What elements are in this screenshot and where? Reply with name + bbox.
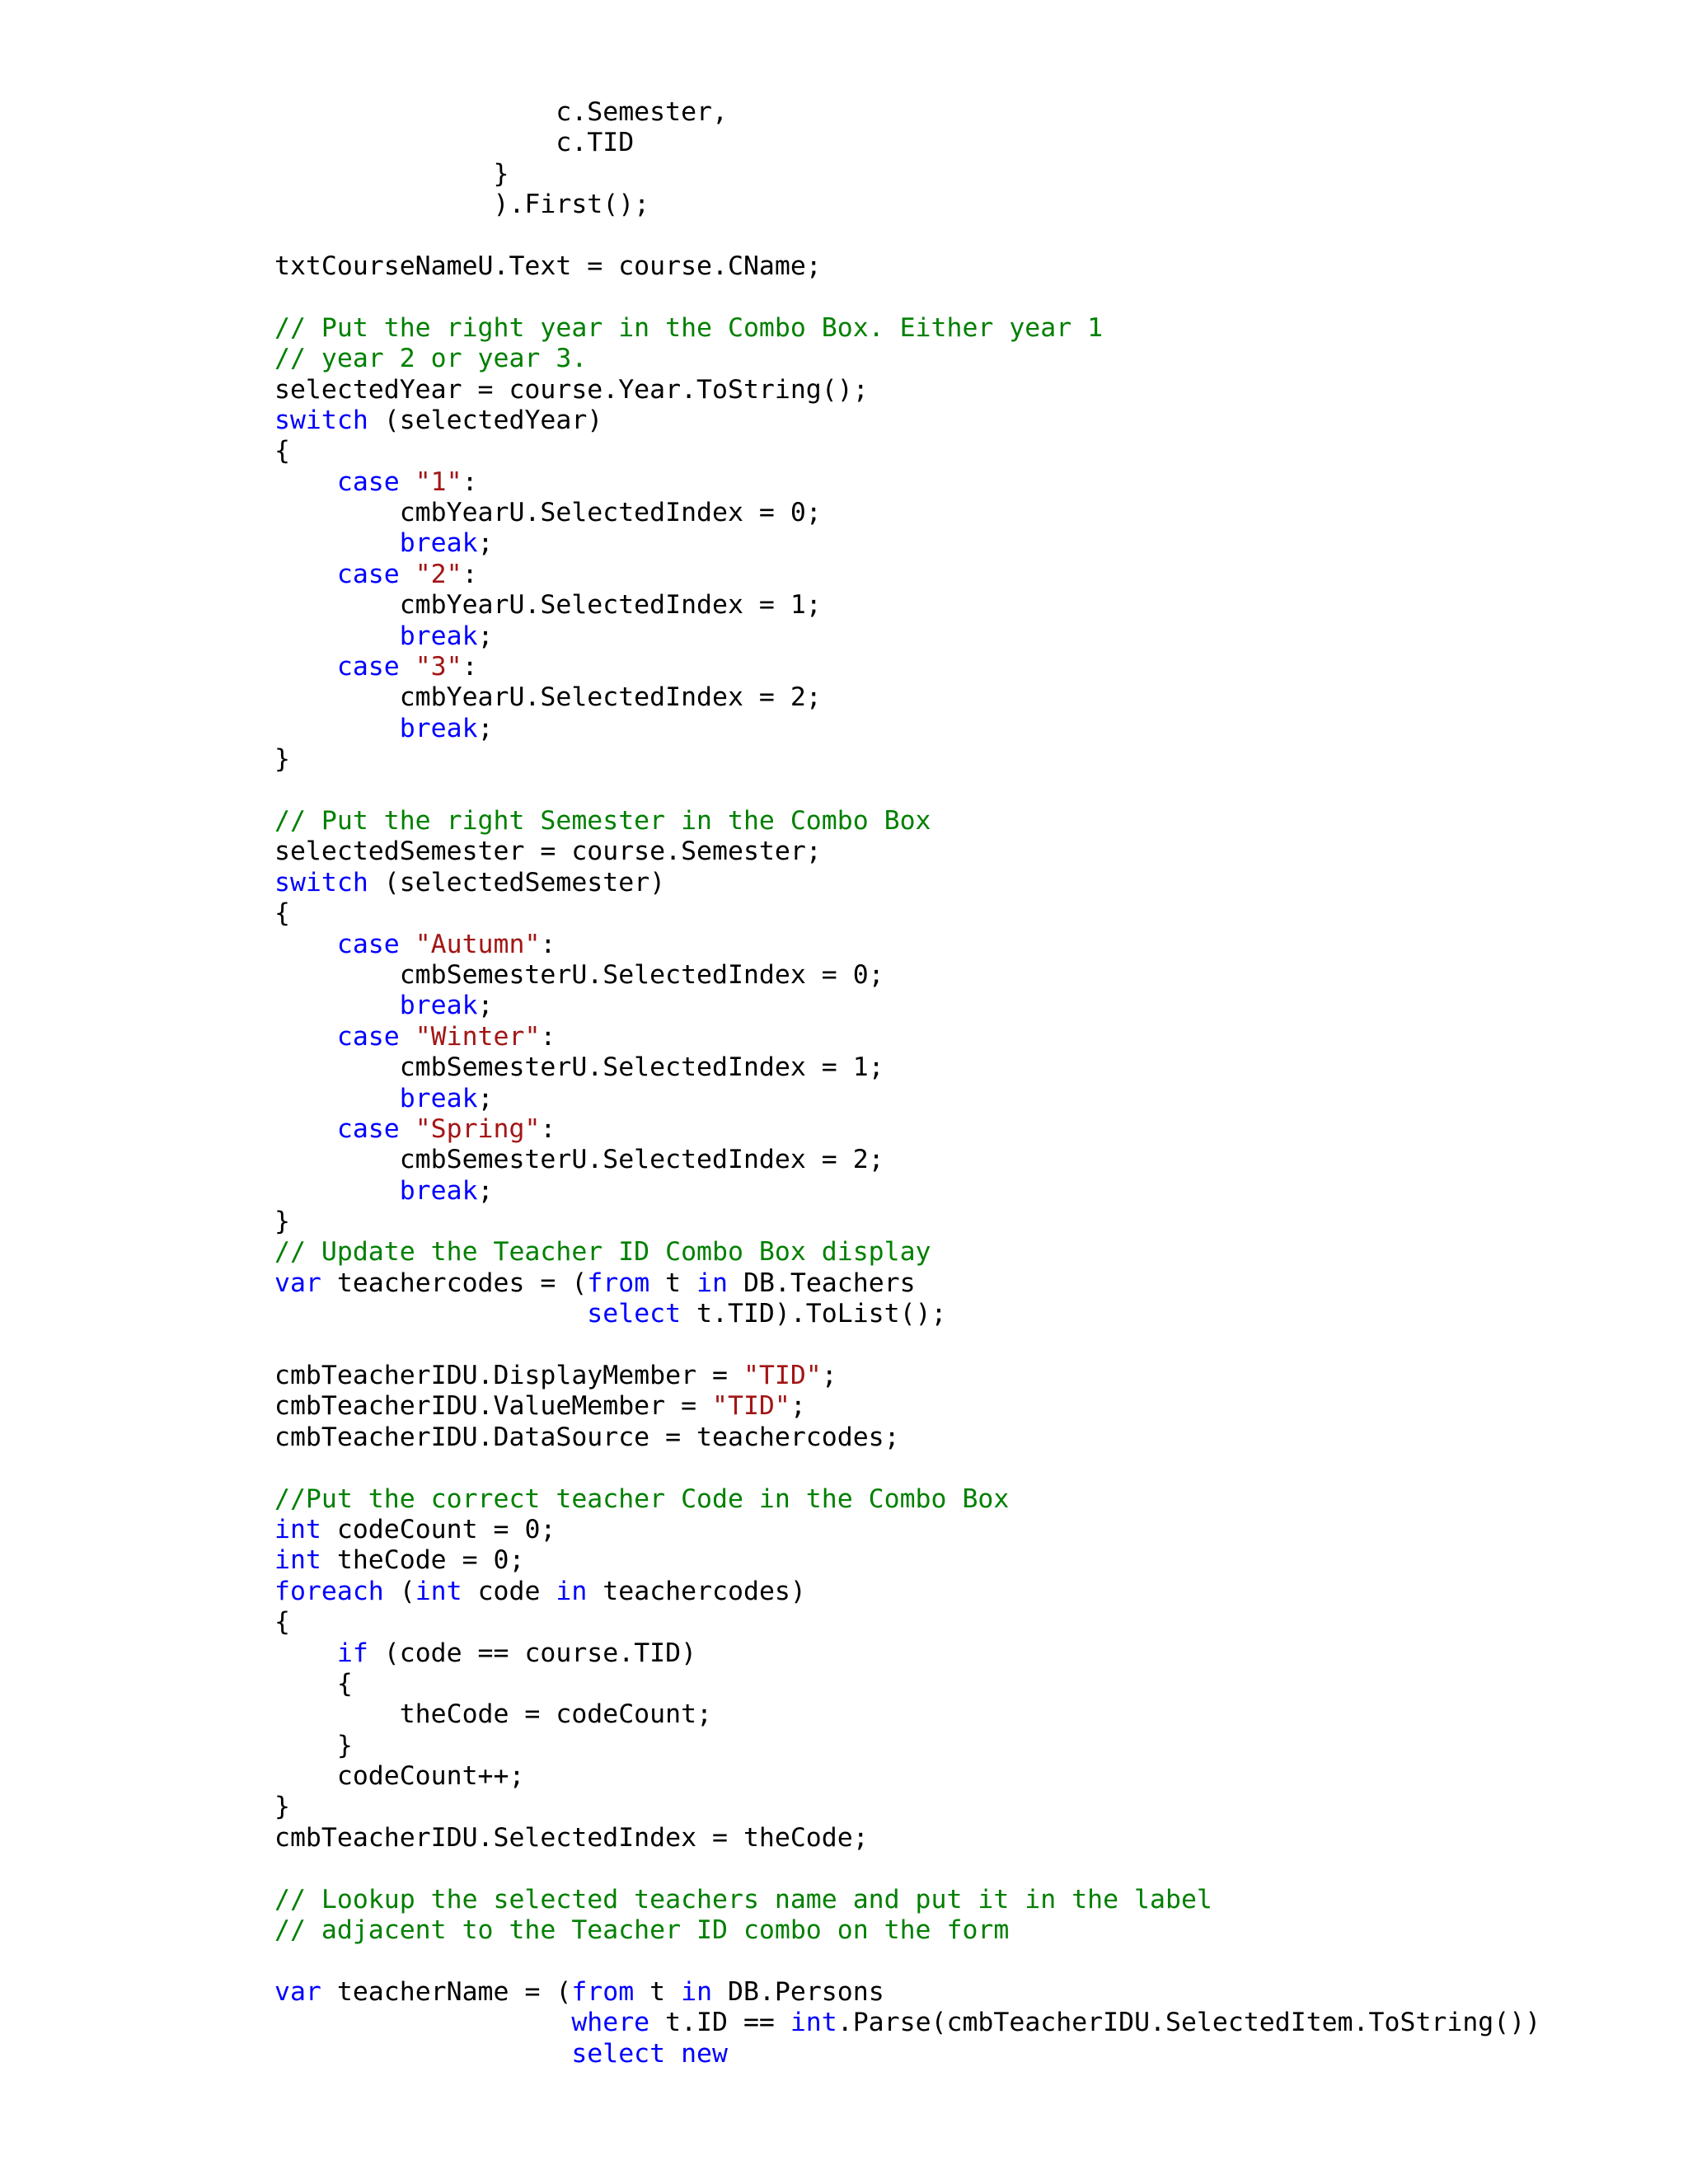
code-token-keyword: var (274, 1268, 321, 1298)
code-line (274, 1145, 1540, 1175)
code-token-plain (274, 991, 400, 1020)
code-line (274, 282, 1540, 312)
code-token-plain (274, 1114, 337, 1144)
code-line (274, 375, 1540, 405)
code-line (274, 776, 1540, 806)
code-token-plain (400, 930, 415, 959)
code-token-plain: t (649, 1268, 697, 1298)
code-line (274, 1052, 1540, 1083)
code-token-plain (274, 1299, 587, 1329)
code-line (274, 1761, 1540, 1792)
code-token-plain (400, 652, 415, 682)
code-line (274, 1237, 1540, 1268)
code-token-plain: c.TID (274, 128, 635, 158)
code-token-plain: ; (477, 991, 494, 1021)
code-token-string: "1" (415, 466, 462, 497)
code-token-keyword: in (681, 1976, 713, 2007)
code-token-plain (274, 1638, 337, 1668)
code-line (274, 436, 1540, 466)
code-token-plain: cmbSemesterU.SelectedIndex = 0; (274, 959, 884, 990)
code-line (274, 1638, 1540, 1669)
code-token-plain: cmbYearU.SelectedIndex = 2; (274, 682, 822, 713)
code-token-plain (274, 560, 337, 589)
code-token-plain: theCode = 0; (321, 1545, 525, 1576)
code-line (274, 1361, 1540, 1391)
code-token-plain: ; (477, 713, 494, 743)
code-line (274, 1484, 1540, 1515)
code-line (274, 1299, 1540, 1329)
code-token-plain: ; (790, 1391, 806, 1422)
code-line (274, 1084, 1540, 1114)
code-token-plain: code (462, 1576, 556, 1606)
code-token-plain: ( (383, 1576, 415, 1606)
code-token-plain: selectedSemester = course.Semester; (274, 837, 822, 867)
code-token-comment: //Put the correct teacher Code in the Combo Box (274, 1483, 1010, 1514)
code-line (274, 1977, 1540, 2008)
code-token-keyword: int (790, 2008, 837, 2038)
code-token-plain: ; (477, 1083, 494, 1113)
code-line (274, 590, 1540, 621)
code-token-string: "Winter" (415, 1021, 541, 1052)
code-token-plain (274, 2039, 571, 2069)
code-token-plain: (code == course.TID) (368, 1638, 697, 1668)
code-line (274, 991, 1540, 1021)
code-token-keyword: case (336, 1021, 400, 1052)
code-line (274, 898, 1540, 929)
code-token-keyword: break (399, 1175, 478, 1206)
code-line (274, 1885, 1540, 1915)
code-line (274, 1792, 1540, 1822)
code-line (274, 1823, 1540, 1854)
code-line (274, 1854, 1540, 1884)
code-token-comment: // year 2 or year 3. (274, 344, 588, 374)
code-token-keyword: from (571, 1976, 635, 2007)
code-token-keyword: switch (274, 405, 368, 435)
code-token-keyword: int (274, 1545, 321, 1576)
code-line (274, 467, 1540, 498)
code-token-plain: (selectedSemester) (368, 867, 666, 898)
code-token-plain: cmbTeacherIDU.SelectedIndex = theCode; (274, 1822, 869, 1853)
code-token-plain: txtCourseNameU.Text = course.CName; (274, 251, 822, 281)
code-line (274, 1176, 1540, 1207)
code-token-plain: : (540, 1113, 556, 1144)
code-token-keyword: case (336, 652, 400, 682)
code-token-plain: ; (477, 528, 494, 559)
code-line (274, 621, 1540, 652)
code-token-plain (274, 1084, 400, 1113)
code-token-keyword: break (399, 621, 478, 651)
code-line (274, 2039, 1540, 2069)
code-token-plain: cmbTeacherIDU.DisplayMember = (274, 1361, 743, 1391)
code-token-keyword: if (336, 1638, 368, 1668)
code-token-plain (274, 652, 337, 682)
code-token-plain (665, 2039, 681, 2069)
code-token-keyword: from (587, 1268, 650, 1298)
code-token-plain: cmbYearU.SelectedIndex = 0; (274, 498, 822, 528)
code-token-keyword: int (274, 1514, 321, 1544)
code-token-plain: { (274, 436, 290, 466)
code-token-plain: ; (477, 621, 494, 651)
code-token-plain (274, 528, 400, 558)
code-token-keyword: new (681, 2038, 728, 2069)
code-line (274, 159, 1540, 190)
code-line (274, 1577, 1540, 1607)
code-token-keyword: select (587, 1299, 682, 1329)
code-line (274, 1268, 1540, 1299)
code-token-plain (274, 930, 337, 959)
code-line (274, 1330, 1540, 1361)
code-token-plain: .Parse(cmbTeacherIDU.SelectedItem.ToString()) (837, 2008, 1541, 2038)
code-token-comment: // Update the Teacher ID Combo Box display (274, 1237, 931, 1268)
code-token-keyword: foreach (274, 1576, 384, 1606)
code-token-plain (274, 1022, 337, 1052)
code-line (274, 1391, 1540, 1422)
code-token-plain (400, 1022, 415, 1052)
code-line (274, 528, 1540, 559)
code-token-plain: teachercodes = ( (321, 1268, 588, 1298)
code-token-plain: t (634, 1976, 682, 2007)
code-token-keyword: case (336, 466, 400, 497)
code-line (274, 405, 1540, 436)
code-token-plain (274, 1176, 400, 1206)
code-line (274, 313, 1540, 344)
code-token-string: "TID" (712, 1391, 790, 1422)
code-token-string: "3" (415, 652, 462, 682)
code-token-plain: } (274, 1730, 353, 1760)
code-token-comment: // adjacent to the Teacher ID combo on the form (274, 1915, 1010, 1946)
code-token-keyword: break (399, 713, 478, 743)
code-line (274, 251, 1540, 282)
code-token-plain: theCode = codeCount; (274, 1699, 713, 1730)
code-token-plain: codeCount = 0; (321, 1514, 556, 1544)
code-token-plain: teacherName = ( (321, 1976, 572, 2007)
code-token-plain: : (540, 929, 556, 959)
code-line (274, 344, 1540, 374)
code-line (274, 1731, 1540, 1761)
code-token-plain: t.ID == (649, 2008, 790, 2038)
code-token-plain: ).First(); (274, 190, 650, 220)
code-line (274, 1946, 1540, 1976)
code-token-plain (400, 1114, 415, 1144)
code-token-plain: (selectedYear) (368, 405, 603, 435)
code-token-plain: : (462, 466, 478, 497)
code-line (274, 744, 1540, 775)
code-line (274, 1699, 1540, 1730)
code-token-keyword: where (571, 2008, 650, 2038)
code-token-plain: } (274, 1207, 290, 1237)
code-token-plain: : (462, 559, 478, 589)
code-token-string: "Autumn" (415, 929, 541, 959)
code-token-plain: cmbSemesterU.SelectedIndex = 2; (274, 1145, 884, 1175)
code-token-plain: teachercodes) (587, 1576, 806, 1606)
code-token-keyword: break (399, 991, 478, 1021)
code-token-plain: cmbYearU.SelectedIndex = 1; (274, 590, 822, 621)
code-token-plain: DB.Persons (712, 1976, 884, 2007)
code-token-keyword: case (336, 559, 400, 589)
code-line (274, 1607, 1540, 1638)
code-token-plain: codeCount++; (274, 1761, 525, 1792)
code-token-keyword: select (571, 2038, 666, 2069)
code-token-plain (400, 560, 415, 589)
code-token-comment: // Lookup the selected teachers name and put it in the label (274, 1884, 1212, 1915)
code-token-plain: cmbSemesterU.SelectedIndex = 1; (274, 1052, 884, 1083)
code-token-plain (274, 714, 400, 743)
code-line (274, 1515, 1540, 1545)
code-line (274, 128, 1540, 158)
code-token-comment: // Put the right year in the Combo Box. Either year 1 (274, 312, 1104, 343)
code-token-keyword: case (336, 929, 400, 959)
code-token-plain: ; (477, 1175, 494, 1206)
code-line (274, 190, 1540, 220)
code-line (274, 221, 1540, 251)
code-token-keyword: break (399, 1083, 478, 1113)
code-token-plain: } (274, 744, 290, 775)
code-token-plain (274, 467, 337, 497)
code-token-keyword: in (696, 1268, 729, 1298)
code-token-keyword: break (399, 528, 478, 559)
code-token-keyword: switch (274, 867, 368, 898)
code-token-plain: } (274, 1792, 290, 1822)
code-token-string: "Spring" (415, 1113, 541, 1144)
code-line (274, 1453, 1540, 1483)
code-line (274, 837, 1540, 867)
code-token-string: "TID" (743, 1361, 822, 1391)
code-token-plain: selectedYear = course.Year.ToString(); (274, 374, 869, 405)
code-listing (274, 97, 1540, 2069)
code-token-string: "2" (415, 559, 462, 589)
code-line (274, 1915, 1540, 1946)
code-token-plain: { (274, 1668, 353, 1699)
code-line (274, 560, 1540, 590)
code-token-keyword: var (274, 1976, 321, 2007)
code-token-plain: DB.Teachers (728, 1268, 916, 1298)
code-token-plain: : (462, 652, 478, 682)
code-line (274, 714, 1540, 744)
code-line (274, 1422, 1540, 1453)
code-token-plain: t.TID).ToList(); (681, 1299, 947, 1329)
code-line (274, 652, 1540, 682)
code-line (274, 930, 1540, 960)
code-line (274, 868, 1540, 898)
code-token-plain: c.Semester, (274, 97, 728, 127)
code-line (274, 2008, 1540, 2038)
code-line (274, 498, 1540, 528)
code-line (274, 97, 1540, 128)
code-token-keyword: case (336, 1113, 400, 1144)
code-token-plain: : (540, 1021, 556, 1052)
code-token-keyword: in (556, 1576, 588, 1606)
code-token-plain (400, 467, 415, 497)
code-line (274, 1669, 1540, 1699)
code-line (274, 1207, 1540, 1237)
code-token-plain: cmbTeacherIDU.ValueMember = (274, 1391, 713, 1422)
code-line (274, 1022, 1540, 1052)
code-line (274, 806, 1540, 837)
code-line (274, 682, 1540, 713)
code-token-comment: // Put the right Semester in the Combo Box (274, 805, 931, 836)
code-token-plain: } (274, 158, 509, 189)
code-token-plain: ; (821, 1361, 837, 1391)
code-token-plain: { (274, 1607, 290, 1638)
code-line (274, 1545, 1540, 1576)
code-token-plain (274, 2008, 571, 2037)
code-line (274, 1114, 1540, 1145)
code-token-keyword: int (415, 1576, 462, 1606)
code-token-plain: { (274, 898, 290, 929)
code-token-plain: cmbTeacherIDU.DataSource = teachercodes; (274, 1422, 900, 1452)
code-line (274, 960, 1540, 991)
code-token-plain (274, 621, 400, 651)
